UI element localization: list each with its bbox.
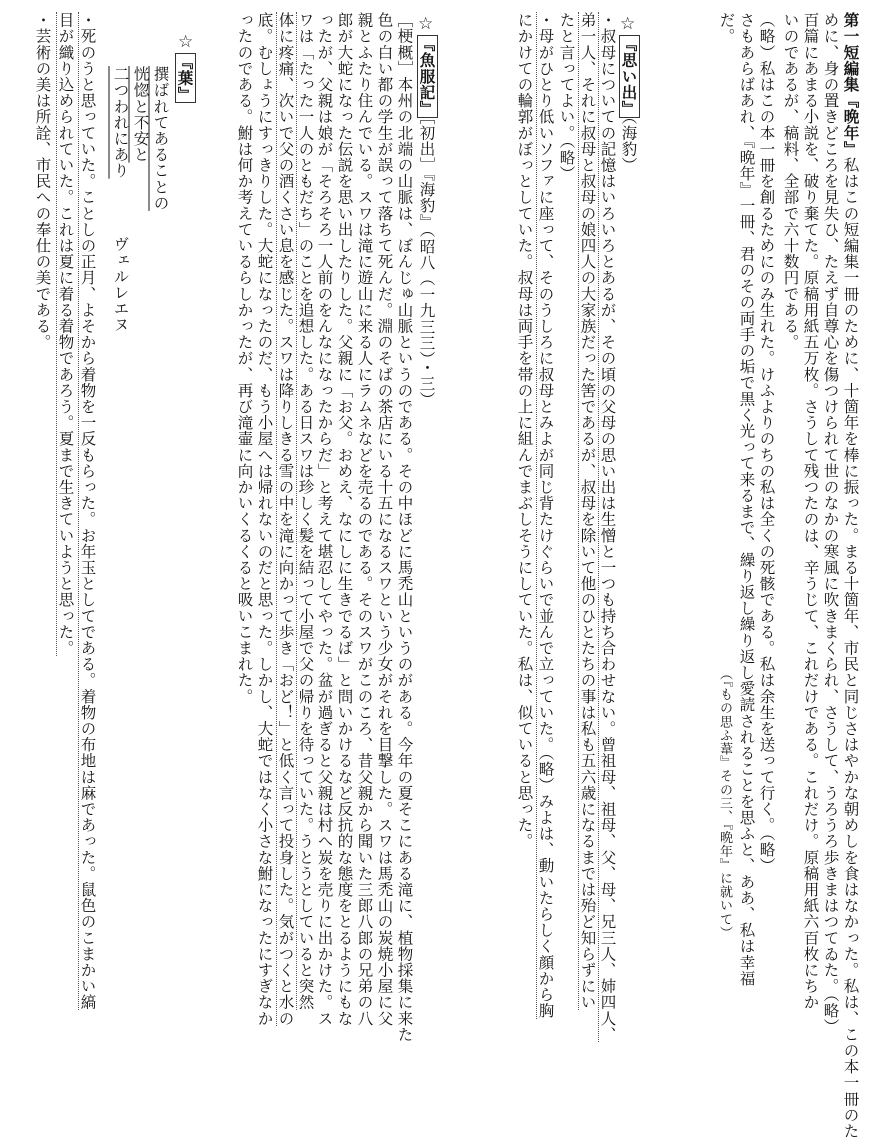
section3-line-4: 郎が大蛇になった伝説を思い出したりした。父親に「お父。おめえ、なにしに生きでるば」と問いかけるなど反抗的な態度をとるようにもな bbox=[335, 12, 354, 1027]
section3-line-5: ったが、父親は娘が「そろそろ一人前のをんなになったからだ」と考えて堪忍してやった。盆が過ぎると父親は村へ炭を売りに出かけた。ス bbox=[315, 12, 334, 1027]
section4-epigraph-3: 二つわれにあり bbox=[111, 66, 130, 179]
section4-epigraph-1: 撰ばれてあることの bbox=[151, 66, 170, 211]
section4-star-icon: ☆ bbox=[178, 32, 194, 52]
section1-line-1: 第一短編集『晩年』私はこの短編集一冊のために、十箇年を棒に振った。まる十箇年、市民と同じさはやかな朝めしを食はなかった。私は、この本一冊のた bbox=[841, 12, 861, 1139]
section3-line-1: ［梗概］本州の北端の山脈は、ぼんじゅ山脈というのである。その中ほどに馬禿山というのがある。今年の夏そこにある滝に、植物採集に来た bbox=[395, 12, 414, 1043]
section2-line-4: ・母がひとり低いソファに座って、そのうしろに叔母とみよが同じ背たけぐらいで並んで立っていた。（略）みよは、動いたらしく顔から胸 bbox=[536, 12, 555, 1019]
section2-line-3: たと言ってよい。（略） bbox=[557, 12, 576, 182]
section4-attribution: ヴェルレエヌ bbox=[111, 236, 130, 333]
section4-epigraph-2: 恍惚と不安と bbox=[131, 66, 150, 163]
section4-line-1: ・死のうと思っていた。ことしの正月、よそから着物を一反もらった。お年玉としてである。着物の布地は麻であった。鼠色のこまかい縞 bbox=[78, 12, 97, 1011]
section3-line-2: 色の白い都の学生が誤って落ちて死んだ。淵のそばの茶店にいる十五になるスワという少女がそれを目撃した。スワは馬禿山の炭焼小屋に父 bbox=[375, 12, 394, 1027]
section3-heading bbox=[418, 36, 435, 408]
section1-line-2: めに、身の置きどころを見失ひ、たえず自尊心を傷つけられて世のなかの寒風に吹きまくられ、さうして、うろうろ歩きまはつてゐた。（略） bbox=[821, 12, 840, 1035]
section1-citation: （『もの思ふ葦』その三、『晩年』に就いて） bbox=[717, 667, 732, 940]
section4-line-2: 目が織り込められていた。これは夏に着る着物であろう。夏まで生きていようと思った。 bbox=[56, 12, 75, 656]
section2-star-icon: ☆ bbox=[620, 14, 636, 34]
section3-source: ［初出］『海豹』（昭八（一九三三）・三） bbox=[417, 116, 436, 408]
section2-line-1: ・叔母についての記憶はいろいろとあるが、その頃の父母の思い出は生憎と一つも持ち合わせない。曾祖母、祖母、父、母、兄三人、姉四人、 bbox=[598, 12, 617, 1043]
section2-heading bbox=[620, 36, 637, 173]
section3-line-6: ワは「たった一人のともだち」のことを追想した。ある日スワは珍しく髪を結って小屋で父の帰りを待っていた。うとうとしていると突然 bbox=[296, 12, 315, 1011]
section3-line-3: 親とふたり住んでいる。スワは滝に遊山に来る人にラムネなどを売るのである。そのスワがこのころ、昔父親から聞いた三郎八郎の兄弟の八 bbox=[355, 12, 374, 1027]
section3-line-7: 体に疼痛、次いで父の酒くさい息を感じた。スワは降りしきる雪の中を滝に向かって歩き「おど！」と低く言って投身した。気がつくと水の bbox=[276, 12, 295, 1027]
section2-title: 『思い出』 bbox=[619, 36, 639, 117]
section2-line-5: にかけての輪郭がぼっとしていた。叔母は両手を帯の上に組んでまぶしそうにしていた。私は、似ていると思った。 bbox=[515, 12, 534, 850]
section3-line-8: 底。むしょうにすっきりした。大蛇になったのだ、もう小屋へは帰れないのだと思った。しかし、大蛇ではなく小さな鮒になったにすぎなか bbox=[255, 12, 274, 1027]
section1-line-7: だ。 bbox=[717, 12, 736, 45]
section1-line-5: （略）私はこの本一冊を創るためにのみ生れた。けふよりのちの私は全くの死骸である。私は余生を送って行く。（略） bbox=[757, 12, 776, 874]
section2-source: （海豹） bbox=[619, 116, 638, 174]
section2-line-2: 弟一人、それに叔母と叔母の娘四人の大家族だった筈であるが、叔母を除いて他のひとたちの事は私も五六歳になるまでは殆ど知らずにい bbox=[578, 12, 597, 1011]
section1-line-3: 百篇にあまる小説を、破り棄てた。原稿用紙五万枚。さうして残つたのは、辛うじて、これだけである。これだけ。原稿用紙六百枚にちか bbox=[801, 12, 820, 1011]
section1-line-6: さもあらばあれ、『晩年』一冊、君のその両手の垢で黒く光って来るまで、繰り返し繰り返し愛読されることを思ふと、ああ、私は幸福 bbox=[737, 12, 756, 987]
section3-star-icon: ☆ bbox=[418, 14, 434, 34]
section4-title: 『葉』 bbox=[175, 54, 195, 103]
section4-line-3: ・芸術の美は所詮、市民への奉仕の美である。 bbox=[33, 12, 52, 351]
section1-heading: 第一短編集『晩年』 bbox=[841, 12, 861, 157]
section1-line-4: いのであるが、稿料、全部で六十数円である。 bbox=[781, 12, 800, 351]
section3-title: 『魚服記』 bbox=[417, 36, 437, 117]
section3-line-9: ったのである。鮒は何か考えているらしかったが、再び滝壷に向かいくるくると吸いこまれた。 bbox=[235, 12, 254, 705]
